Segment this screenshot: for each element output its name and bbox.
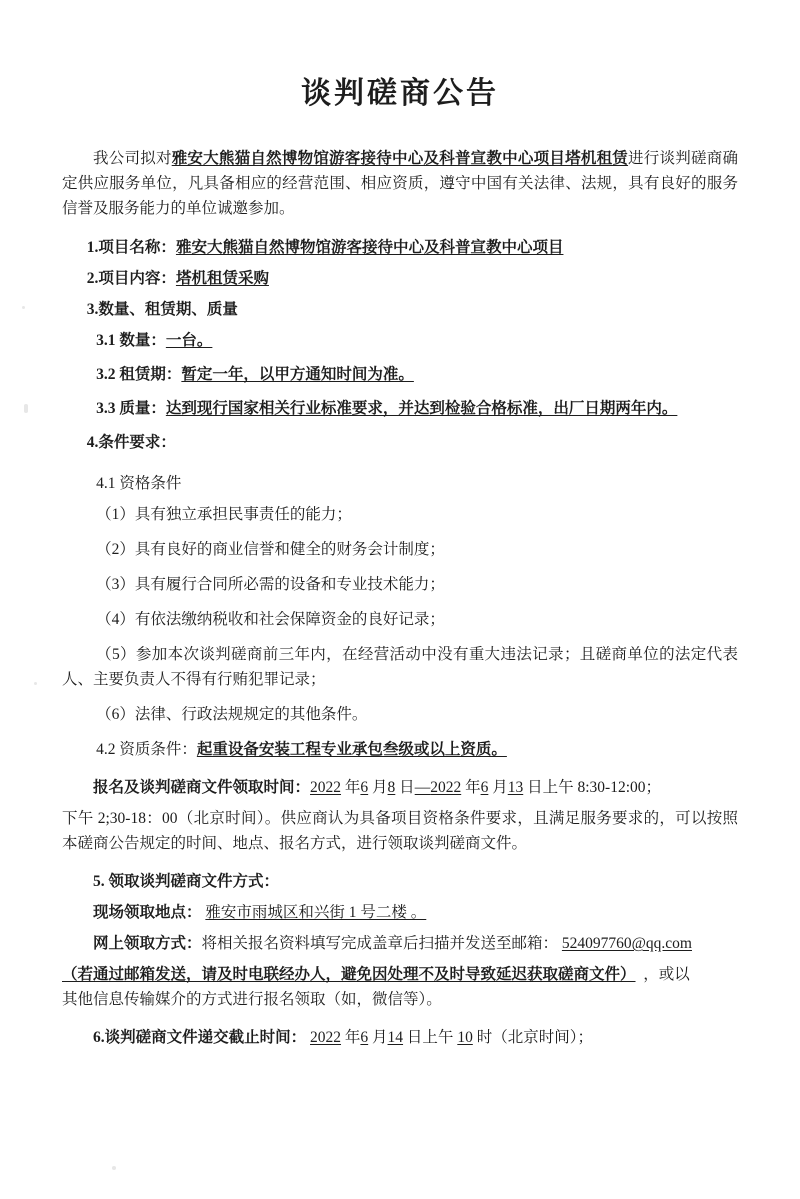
item-label: 项目内容：: [98, 270, 176, 287]
onsite-pickup-value: 雅安市雨城区和兴街 1 号二楼 。: [205, 904, 427, 921]
submission-hour: 10: [457, 1029, 473, 1046]
sub-item-lease-period: [62, 362, 738, 387]
submission-year: 2022: [310, 1029, 342, 1046]
scan-artifact: [22, 306, 25, 309]
qualification-value: 起重设备安装工程专业承包叁级或以上资质。: [196, 741, 507, 758]
qualification-conditions-heading: 4.1 资格条件: [96, 475, 182, 492]
online-pickup-note: （若通过邮箱发送，请及时电联经办人，避免因处理不及时导致延迟获取磋商文件）: [62, 966, 636, 983]
registration-end-month: 6: [480, 779, 489, 796]
registration-am-label: 日上午: [527, 779, 574, 796]
submission-timezone: （北京时间）；: [492, 1029, 593, 1046]
item-number: 3.: [86, 301, 99, 318]
item-number: 2.: [86, 270, 99, 287]
registration-time-continued: [62, 806, 738, 856]
scan-artifact: [24, 404, 28, 413]
condition-item: （5）参加本次谈判磋商前三年内，在经营活动中没有重大违法记录；且磋商单位的法定代表人、主要负责人不得有行贿犯罪记录；: [62, 646, 738, 688]
section-conditions-heading: 4.条件要求：: [86, 434, 176, 451]
scan-artifact: [112, 1166, 116, 1170]
online-pickup: [62, 931, 738, 956]
registration-start-month: 6: [360, 779, 369, 796]
condition-item: （6）法律、行政法规规定的其他条件。: [96, 706, 368, 723]
registration-am-time: 8:30-12:00；: [577, 779, 662, 796]
onsite-pickup: [62, 900, 738, 925]
condition-item: （4）有依法缴纳税收和社会保障资金的良好记录；: [96, 611, 445, 628]
submission-month: 6: [360, 1029, 369, 1046]
registration-pm-time: 2;30-18：00: [97, 810, 178, 827]
registration-start-year: 2022: [310, 779, 342, 796]
intro-project-name: 雅安大熊猫自然博物馆游客接待中心及科普宣教中心项目塔机租赁: [171, 150, 629, 167]
condition-item: （1）具有独立承担民事责任的能力；: [96, 506, 352, 523]
submission-deadline: 6.谈判磋商文件递交截止时间： 2022 年6 月14 日上午 10 时（北京时间）；: [93, 1029, 593, 1046]
online-pickup-note-line: [62, 962, 738, 987]
intro-paragraph: [62, 146, 738, 221]
scan-artifact: [34, 682, 37, 685]
registration-pm-label: 下午: [62, 810, 94, 827]
item-quantity-heading: [62, 297, 738, 322]
item-label: 项目名称：: [98, 239, 176, 256]
online-pickup-text: 将相关报名资料填写完成盖章后扫描并发送至邮箱：: [201, 935, 559, 952]
item-value: 雅安大熊猫自然博物馆游客接待中心及科普宣教中心项目: [175, 239, 564, 256]
submission-day: 14: [387, 1029, 404, 1046]
item-number: 1.: [86, 239, 99, 256]
sub-item-label: 数量：: [119, 332, 166, 349]
sub-item-number: 3.2: [96, 366, 116, 383]
registration-dash: —: [414, 779, 431, 796]
sub-item-quality: [62, 396, 738, 421]
item-project-content: [62, 266, 738, 291]
submission-unit: 时: [476, 1029, 493, 1046]
condition-item: （2）具有良好的商业信誉和健全的财务会计制度；: [96, 541, 445, 558]
registration-tail: 供应商认为具备项目资格条件要求，且满足服务要求的，可以按照本磋商公告规定的时间、地点、报名方式，进行领取谈判磋商文件。: [62, 810, 739, 852]
onsite-pickup-label: 现场领取地点：: [93, 904, 202, 921]
condition-item: （3）具有履行合同所必需的设备和专业技术能力；: [96, 576, 445, 593]
qualification-label: 4.2 资质条件：: [96, 741, 197, 758]
item-value: 塔机租赁采购: [175, 270, 269, 287]
online-pickup-email: 524097760@qq.com: [561, 935, 692, 952]
sub-item-value: 达到现行国家相关行业标准要求，并达到检验合格标准，出厂日期两年内。: [165, 400, 678, 417]
submission-deadline-label: 6.谈判磋商文件递交截止时间：: [93, 1029, 307, 1046]
item-project-name: [62, 235, 738, 260]
sub-item-label: 质量：: [119, 400, 166, 417]
registration-start-day: 8: [387, 779, 396, 796]
item-label: 数量、租赁期、质量: [98, 301, 238, 318]
intro-prefix: 我公司拟对: [93, 150, 172, 167]
online-pickup-label: 网上领取方式：: [93, 935, 202, 952]
qualification-requirement: [62, 737, 738, 762]
online-pickup-tail-line: 其他信息传输媒介的方式进行报名领取（如，微信等）。: [62, 991, 442, 1008]
sub-item-label: 租赁期：: [119, 366, 182, 383]
document-page: [0, 68, 800, 1199]
sub-item-value: 暂定一年，以甲方通知时间为准。: [181, 366, 414, 383]
section-document-pickup-heading: 5. 领取谈判磋商文件方式：: [93, 873, 280, 890]
registration-end-year: 2022: [430, 779, 462, 796]
sub-item-quantity: [62, 328, 738, 353]
sub-item-number: 3.3: [96, 400, 116, 417]
registration-label: 报名及谈判磋商文件领取时间：: [93, 779, 311, 796]
registration-time: 报名及谈判磋商文件领取时间：2022 年6 月8 日—2022 年6 月13 日上午 8:30-12:00；: [93, 779, 662, 796]
sub-item-number: 3.1: [96, 332, 116, 349]
page-title: 谈判磋商公告: [301, 77, 499, 110]
registration-timezone: （北京时间）。: [177, 810, 281, 827]
intro-suffix: 进行谈判磋商确定供应服务单位，凡具备相应的经营范围、相应资质，遵守中国有关法律、法规，具有良好的服务信誉及服务能力的单位诚邀参加。: [62, 150, 738, 217]
submission-mid: 日上午: [406, 1029, 454, 1046]
registration-end-day: 13: [507, 779, 524, 796]
online-pickup-tail-start: ，或以: [643, 966, 690, 983]
sub-item-value: 一台。: [165, 332, 213, 349]
